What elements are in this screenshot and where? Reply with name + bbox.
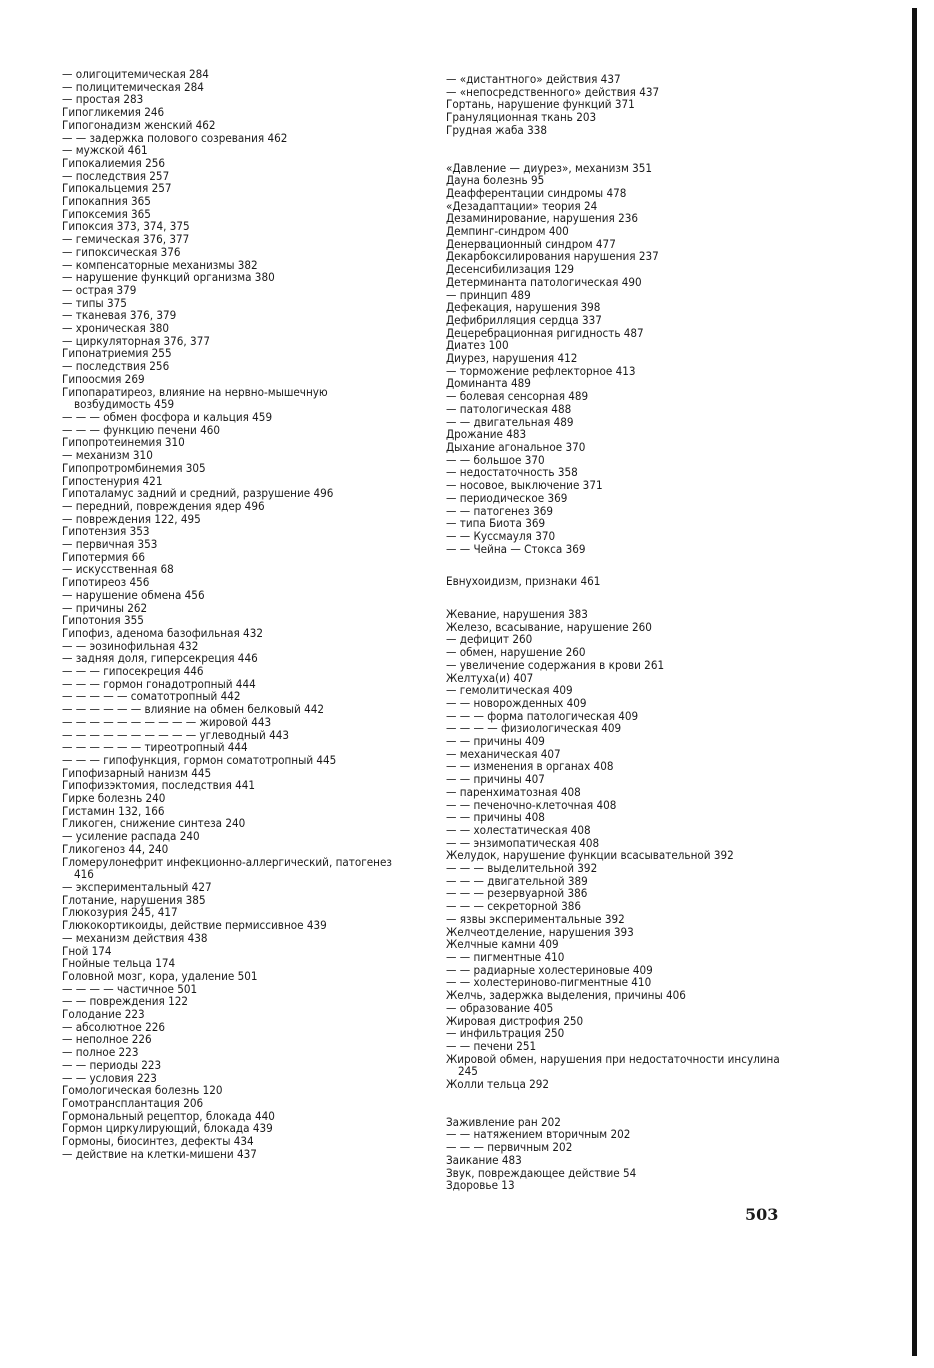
index-entry: — — холестатическая 408	[446, 822, 591, 837]
index-entry: Гной 174	[62, 943, 112, 958]
index-entry: Гипоосмия 269	[62, 371, 145, 386]
index-entry: Глюкокортикоиды, действие пермиссивное 439	[62, 918, 327, 933]
index-entry: Желчеотделение, нарушения 393	[446, 924, 634, 939]
index-entry: Гликоген, снижение синтеза 240	[62, 816, 246, 831]
index-entry: — патологическая 488	[446, 401, 572, 416]
index-entry: — — условия 223	[62, 1070, 157, 1085]
index-entry: — — задержка полового созревания 462	[62, 130, 288, 145]
index-entry: — периодическое 369	[446, 490, 568, 505]
index-entry: — полицитемическая 284	[62, 79, 204, 94]
index-entry: Гипотония 355	[62, 613, 144, 628]
index-entry: Декарбоксилирования нарушения 237	[446, 249, 659, 264]
index-entry: — задняя доля, гиперсекреция 446	[62, 651, 258, 666]
index-entry: Доминанта 489	[446, 376, 531, 391]
index-entry: — механизм 310	[62, 448, 153, 463]
index-entry: Жолли тельца 292	[446, 1077, 550, 1092]
index-column-right	[446, 73, 786, 1192]
index-entry: — — эозинофильная 432	[62, 638, 199, 653]
index-entry: Желчь, задержка выделения, причины 406	[446, 988, 686, 1003]
index-entry: Заикание 483	[446, 1152, 522, 1167]
index-entry: «Давление — диурез», механизм 351	[446, 160, 653, 175]
index-entry: — дефицит 260	[446, 632, 533, 647]
index-column-left	[62, 68, 407, 1160]
index-entry: — «дистантного» действия 437	[446, 72, 621, 86]
index-entry: — простая 283	[62, 92, 144, 107]
index-entry: Гирке болезнь 240	[62, 791, 166, 806]
index-entry: — — — выделительной 392	[446, 861, 598, 876]
index-entry: — недостаточность 358	[446, 465, 578, 480]
index-entry: Гипофиз, аденома базофильная 432	[62, 625, 263, 640]
index-entry: — — — — — — тиреотропный 444	[62, 740, 248, 755]
index-entry: Денервационный синдром 477	[446, 236, 616, 251]
index-entry: — гемическая 376, 377	[62, 232, 190, 247]
index-entry: — усиление распада 240	[62, 829, 200, 844]
index-entry: Гипотензия 353	[62, 524, 150, 539]
index-entry: Гипостенурия 421	[62, 473, 163, 488]
index-entry: Евнухоидизм, признаки 461	[446, 574, 601, 589]
index-entry: — последствия 256	[62, 359, 170, 374]
index-entry: Десенсибилизация 129	[446, 262, 575, 277]
index-entry: Гипофизэктомия, последствия 441	[62, 778, 256, 793]
index-entry: — — — резервуарной 386	[446, 886, 588, 901]
index-entry: Гипопротромбинемия 305	[62, 460, 206, 475]
index-entry: — олигоцитемическая 284	[62, 67, 209, 81]
index-entry: Гормон циркулирующий, блокада 439	[62, 1121, 273, 1136]
index-entry: — нарушение обмена 456	[62, 587, 205, 602]
index-entry: Гипоталамус задний и средний, разрушение 496	[62, 486, 334, 501]
index-entry: — — изменения в органах 408	[446, 759, 614, 774]
index-entry: — — — гипосекреция 446	[62, 664, 204, 679]
index-entry: Гомологическая болезнь 120	[62, 1083, 223, 1098]
index-entry: — — Куссмауля 370	[446, 528, 556, 543]
index-entry: — неполное 226	[62, 1032, 152, 1047]
index-entry: — — — — — — влияние на обмен белковый 442	[62, 702, 324, 717]
index-entry: — — — гипофункция, гормон соматотропный 445	[62, 752, 337, 767]
index-entry: Дефекация, нарушения 398	[446, 300, 601, 315]
index-entry: Гипогонадизм женский 462	[62, 117, 216, 132]
index-entry: — — радиарные холестериновые 409	[446, 962, 653, 977]
index-entry: Гомотрансплантация 206	[62, 1095, 204, 1110]
index-entry: — первичная 353	[62, 537, 158, 552]
index-entry: — — печеночно-клеточная 408	[446, 797, 617, 812]
index-entry: Демпинг-синдром 400	[446, 224, 569, 239]
index-entry: Железо, всасывание, нарушение 260	[446, 619, 652, 634]
index-entry: — экспериментальный 427	[62, 880, 212, 894]
index-entry: — — патогенез 369	[446, 503, 554, 518]
index-entry: Гипокалиемия 256	[62, 155, 166, 170]
index-entry: — принцип 489	[446, 287, 531, 302]
index-entry: — паренхиматозная 408	[446, 784, 581, 799]
index-entry: Детерминанта патологическая 490	[446, 274, 642, 289]
index-entry: Гормоны, биосинтез, дефекты 434	[62, 1134, 254, 1149]
index-entry: — — — — физиологическая 409	[446, 721, 622, 736]
index-entry: — — пигментные 410	[446, 950, 565, 964]
index-entry: Дефибрилляция сердца 337	[446, 312, 602, 327]
index-entry: — гемолитическая 409	[446, 683, 573, 698]
index-entry: Заживление ран 202	[446, 1114, 561, 1129]
index-entry: — гипоксическая 376	[62, 244, 181, 259]
index-entry: — торможение рефлекторное 413	[446, 363, 636, 378]
index-entry: Жевание, нарушения 383	[446, 607, 588, 622]
index-entry: — — — — — соматотропный 442	[62, 689, 241, 704]
index-entry: — типа Биота 369	[446, 516, 546, 531]
index-entry: — — Чейна — Стокса 369	[446, 541, 586, 556]
index-entry: — — периоды 223	[62, 1057, 162, 1072]
index-entry: — — — гормон гонадотропный 444	[62, 676, 256, 691]
index-entry: Гипокапния 365	[62, 194, 151, 209]
index-entry: — — энзимопатическая 408	[446, 835, 600, 850]
index-entry: Дрожание 483	[446, 427, 527, 442]
index-entry: — — новорожденных 409	[446, 695, 587, 710]
index-entry: Деафферентации синдромы 478	[446, 185, 627, 200]
index-entry: — — холестериново-пигментные 410	[446, 975, 652, 990]
index-entry: Гипокальцемия 257	[62, 181, 172, 196]
index-entry: — — — первичным 202	[446, 1140, 573, 1155]
index-entry: Гипоксия 373, 374, 375	[62, 219, 190, 234]
index-entry: Гормональный рецептор, блокада 440	[62, 1108, 275, 1123]
index-entry: — — — — — — — — — — жировой 443	[62, 714, 272, 729]
index-entry: — механическая 407	[446, 746, 561, 761]
index-entry: Желудок, нарушение функции всасывательной 392	[446, 848, 734, 863]
index-entry: — передний, повреждения ядер 496	[62, 498, 265, 513]
index-entry: — последствия 257	[62, 168, 170, 183]
index-entry: — хроническая 380	[62, 321, 170, 336]
index-entry: Звук, повреждающее действие 54	[446, 1165, 637, 1180]
index-entry: — искусственная 68	[62, 562, 174, 577]
index-entry: Гистамин 132, 166	[62, 803, 165, 818]
index-entry: «Дезадаптации» теория 24	[446, 198, 598, 213]
index-entry: Гипотермия 66	[62, 549, 145, 564]
index-entry: Глюкозурия 245, 417	[62, 905, 178, 920]
index-entry: — образование 405	[446, 1000, 554, 1015]
index-entry: — «непосредственного» действия 437	[446, 84, 660, 99]
index-entry: — инфильтрация 250	[446, 1026, 565, 1041]
index-entry: Гипопаратиреоз, влияние на нервно-мышечную возбудимость 459	[62, 384, 332, 412]
index-entry: — — — двигательной 389	[446, 873, 588, 888]
index-entry: Желтуха(и) 407	[446, 670, 534, 685]
index-entry: — — — — частичное 501	[62, 981, 198, 996]
index-entry: — увеличение содержания в крови 261	[446, 657, 665, 672]
index-entry: Дезаминирование, нарушения 236	[446, 211, 638, 226]
index-entry: — — — — — — — — — — углеводный 443	[62, 727, 289, 742]
index-entry: Децеребрационная ригидность 487	[446, 325, 644, 340]
index-entry: — — — форма патологическая 409	[446, 708, 639, 723]
index-entry: — действие на клетки-мишени 437	[62, 1146, 257, 1161]
index-entry: Гликогеноз 44, 240	[62, 841, 169, 856]
index-entry: Здоровье 13	[446, 1178, 515, 1193]
index-entry: — повреждения 122, 495	[62, 511, 201, 526]
index-entry: — — повреждения 122	[62, 994, 188, 1009]
index-entry: Гипонатриемия 255	[62, 346, 172, 361]
index-entry: — тканевая 376, 379	[62, 308, 177, 323]
index-entry: Жировая дистрофия 250	[446, 1013, 584, 1028]
index-entry: Грудная жаба 338	[446, 122, 547, 137]
index-entry: — — — функцию печени 460	[62, 422, 221, 437]
index-entry: — носовое, выключение 371	[446, 478, 603, 493]
index-entry: Гипоксемия 365	[62, 206, 151, 221]
index-entry: — — причины 408	[446, 810, 545, 825]
index-entry: Диурез, нарушения 412	[446, 351, 578, 366]
index-entry: — — причины 409	[446, 734, 545, 749]
index-entry: — — печени 251	[446, 1038, 537, 1053]
index-entry: — полное 223	[62, 1045, 139, 1060]
index-entry: — компенсаторные механизмы 382	[62, 257, 258, 272]
index-entry: Гипофизарный нанизм 445	[62, 765, 212, 780]
index-entry: Грануляционная ткань 203	[446, 110, 597, 125]
index-entry: Глотание, нарушения 385	[62, 892, 206, 907]
index-entry: Диатез 100	[446, 338, 509, 353]
index-entry: Голодание 223	[62, 1007, 145, 1022]
index-entry: — циркуляторная 376, 377	[62, 333, 210, 348]
index-entry: Дауна болезнь 95	[446, 173, 545, 188]
index-entry: — причины 262	[62, 600, 148, 615]
index-entry: — абсолютное 226	[62, 1019, 166, 1034]
index-entry: Дыхание агональное 370	[446, 439, 586, 454]
index-entry: — — натяжением вторичным 202	[446, 1127, 631, 1142]
index-entry: Гипогликемия 246	[62, 105, 165, 120]
index-entry: — — большое 370	[446, 452, 545, 467]
index-entry: Гнойные тельца 174	[62, 956, 176, 971]
index-entry: Гортань, нарушение функций 371	[446, 97, 635, 112]
index-entry: — нарушение функций организма 380	[62, 270, 275, 285]
index-entry: — обмен, нарушение 260	[446, 645, 586, 660]
page-edge-shadow	[912, 8, 917, 1356]
index-entry: Головной мозг, кора, удаление 501	[62, 968, 258, 983]
index-entry: — типы 375	[62, 295, 127, 310]
index-entry: — механизм действия 438	[62, 930, 208, 945]
index-entry: — мужской 461	[62, 143, 148, 158]
index-entry: Гипопротеинемия 310	[62, 435, 185, 450]
index-entry: — острая 379	[62, 282, 137, 297]
index-entry: — — двигательная 489	[446, 414, 574, 429]
index-entry: — язвы экспериментальные 392	[446, 911, 625, 926]
index-entry: — — — секреторной 386	[446, 899, 582, 914]
index-entry: Жировой обмен, нарушения при недостаточности инсулина 245	[446, 1051, 784, 1079]
page-number: 503	[745, 1205, 779, 1224]
index-entry: — болевая сенсорная 489	[446, 389, 589, 404]
index-entry: — — причины 407	[446, 772, 545, 787]
index-entry: Желчные камни 409	[446, 937, 559, 952]
index-entry: Гипотиреоз 456	[62, 575, 150, 590]
index-entry: Гломерулонефрит инфекционно-аллергический, патогенез 416	[62, 854, 396, 882]
index-entry: — — — обмен фосфора и кальция 459	[62, 409, 273, 424]
